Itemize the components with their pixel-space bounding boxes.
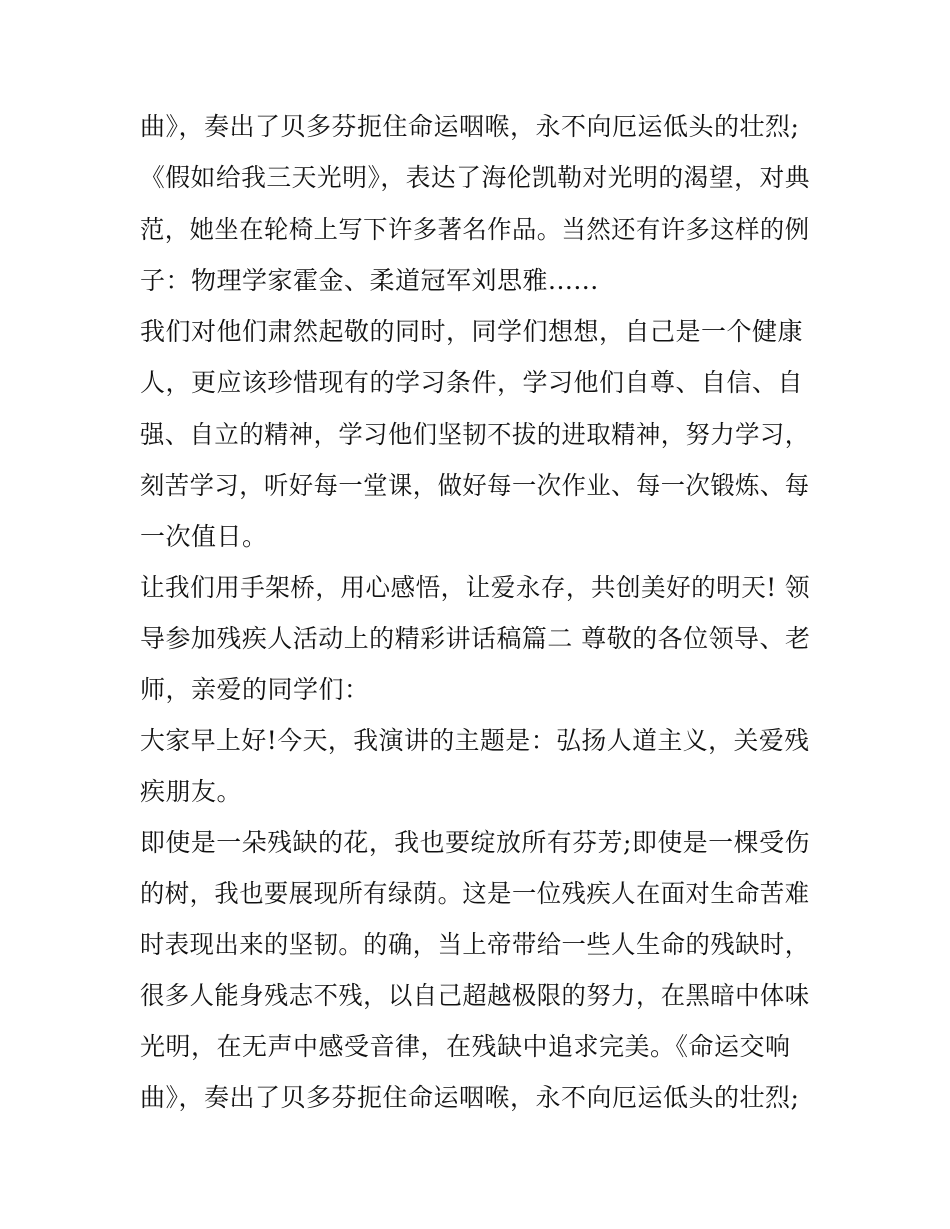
text-line: 我们对他们肃然起敬的同时，同学们想想，自己是一个健康 (140, 317, 804, 346)
text-line: 子：物理学家霍金、柔道冠军刘思雅...... (140, 266, 599, 295)
text-line: 大家早上好!今天，我演讲的主题是：弘扬人道主义，关爱残 (140, 726, 810, 755)
text-line: 的树，我也要展现所有绿荫。这是一位残疾人在面对生命苦难 (140, 879, 810, 908)
text-line: 让我们用手架桥，用心感悟，让爱永存，共创美好的明天! 领 (140, 573, 810, 602)
text-line: 《假如给我三天光明》，表达了海伦凯勒对光明的渴望，对典 (140, 163, 811, 192)
text-line: 即使是一朵残缺的花，我也要绽放所有芬芳;即使是一棵受伤 (140, 828, 810, 857)
text-line: 曲》，奏出了贝多芬扼住命运咽喉，永不向厄运低头的壮烈; (140, 1083, 800, 1112)
text-line: 师，亲爱的同学们： (140, 675, 370, 704)
text-line: 疾朋友。 (140, 777, 243, 806)
text-line: 导参加残疾人活动上的精彩讲话稿篇二 尊敬的各位领导、老 (140, 624, 811, 653)
text-line: 人，更应该珍惜现有的学习条件，学习他们自尊、自信、自 (140, 368, 804, 397)
text-line: 范，她坐在轮椅上写下许多著名作品。当然还有许多这样的例 (140, 215, 810, 244)
text-line: 刻苦学习，听好每一堂课，做好每一次作业、每一次锻炼、每 (140, 471, 810, 500)
text-line: 光明，在无声中感受音律，在残缺中追求完美。《命运交响 (140, 1032, 791, 1061)
text-line: 时表现出来的坚韧。的确，当上帝带给一些人生命的残缺时， (140, 930, 810, 959)
text-line: 曲》，奏出了贝多芬扼住命运咽喉，永不向厄运低头的壮烈; (140, 112, 800, 141)
text-line: 一次值日。 (140, 522, 268, 551)
text-line: 强、自立的精神，学习他们坚韧不拔的进取精神，努力学习， (140, 420, 810, 449)
text-line: 很多人能身残志不残，以自己超越极限的努力，在黑暗中体味 (140, 981, 810, 1010)
